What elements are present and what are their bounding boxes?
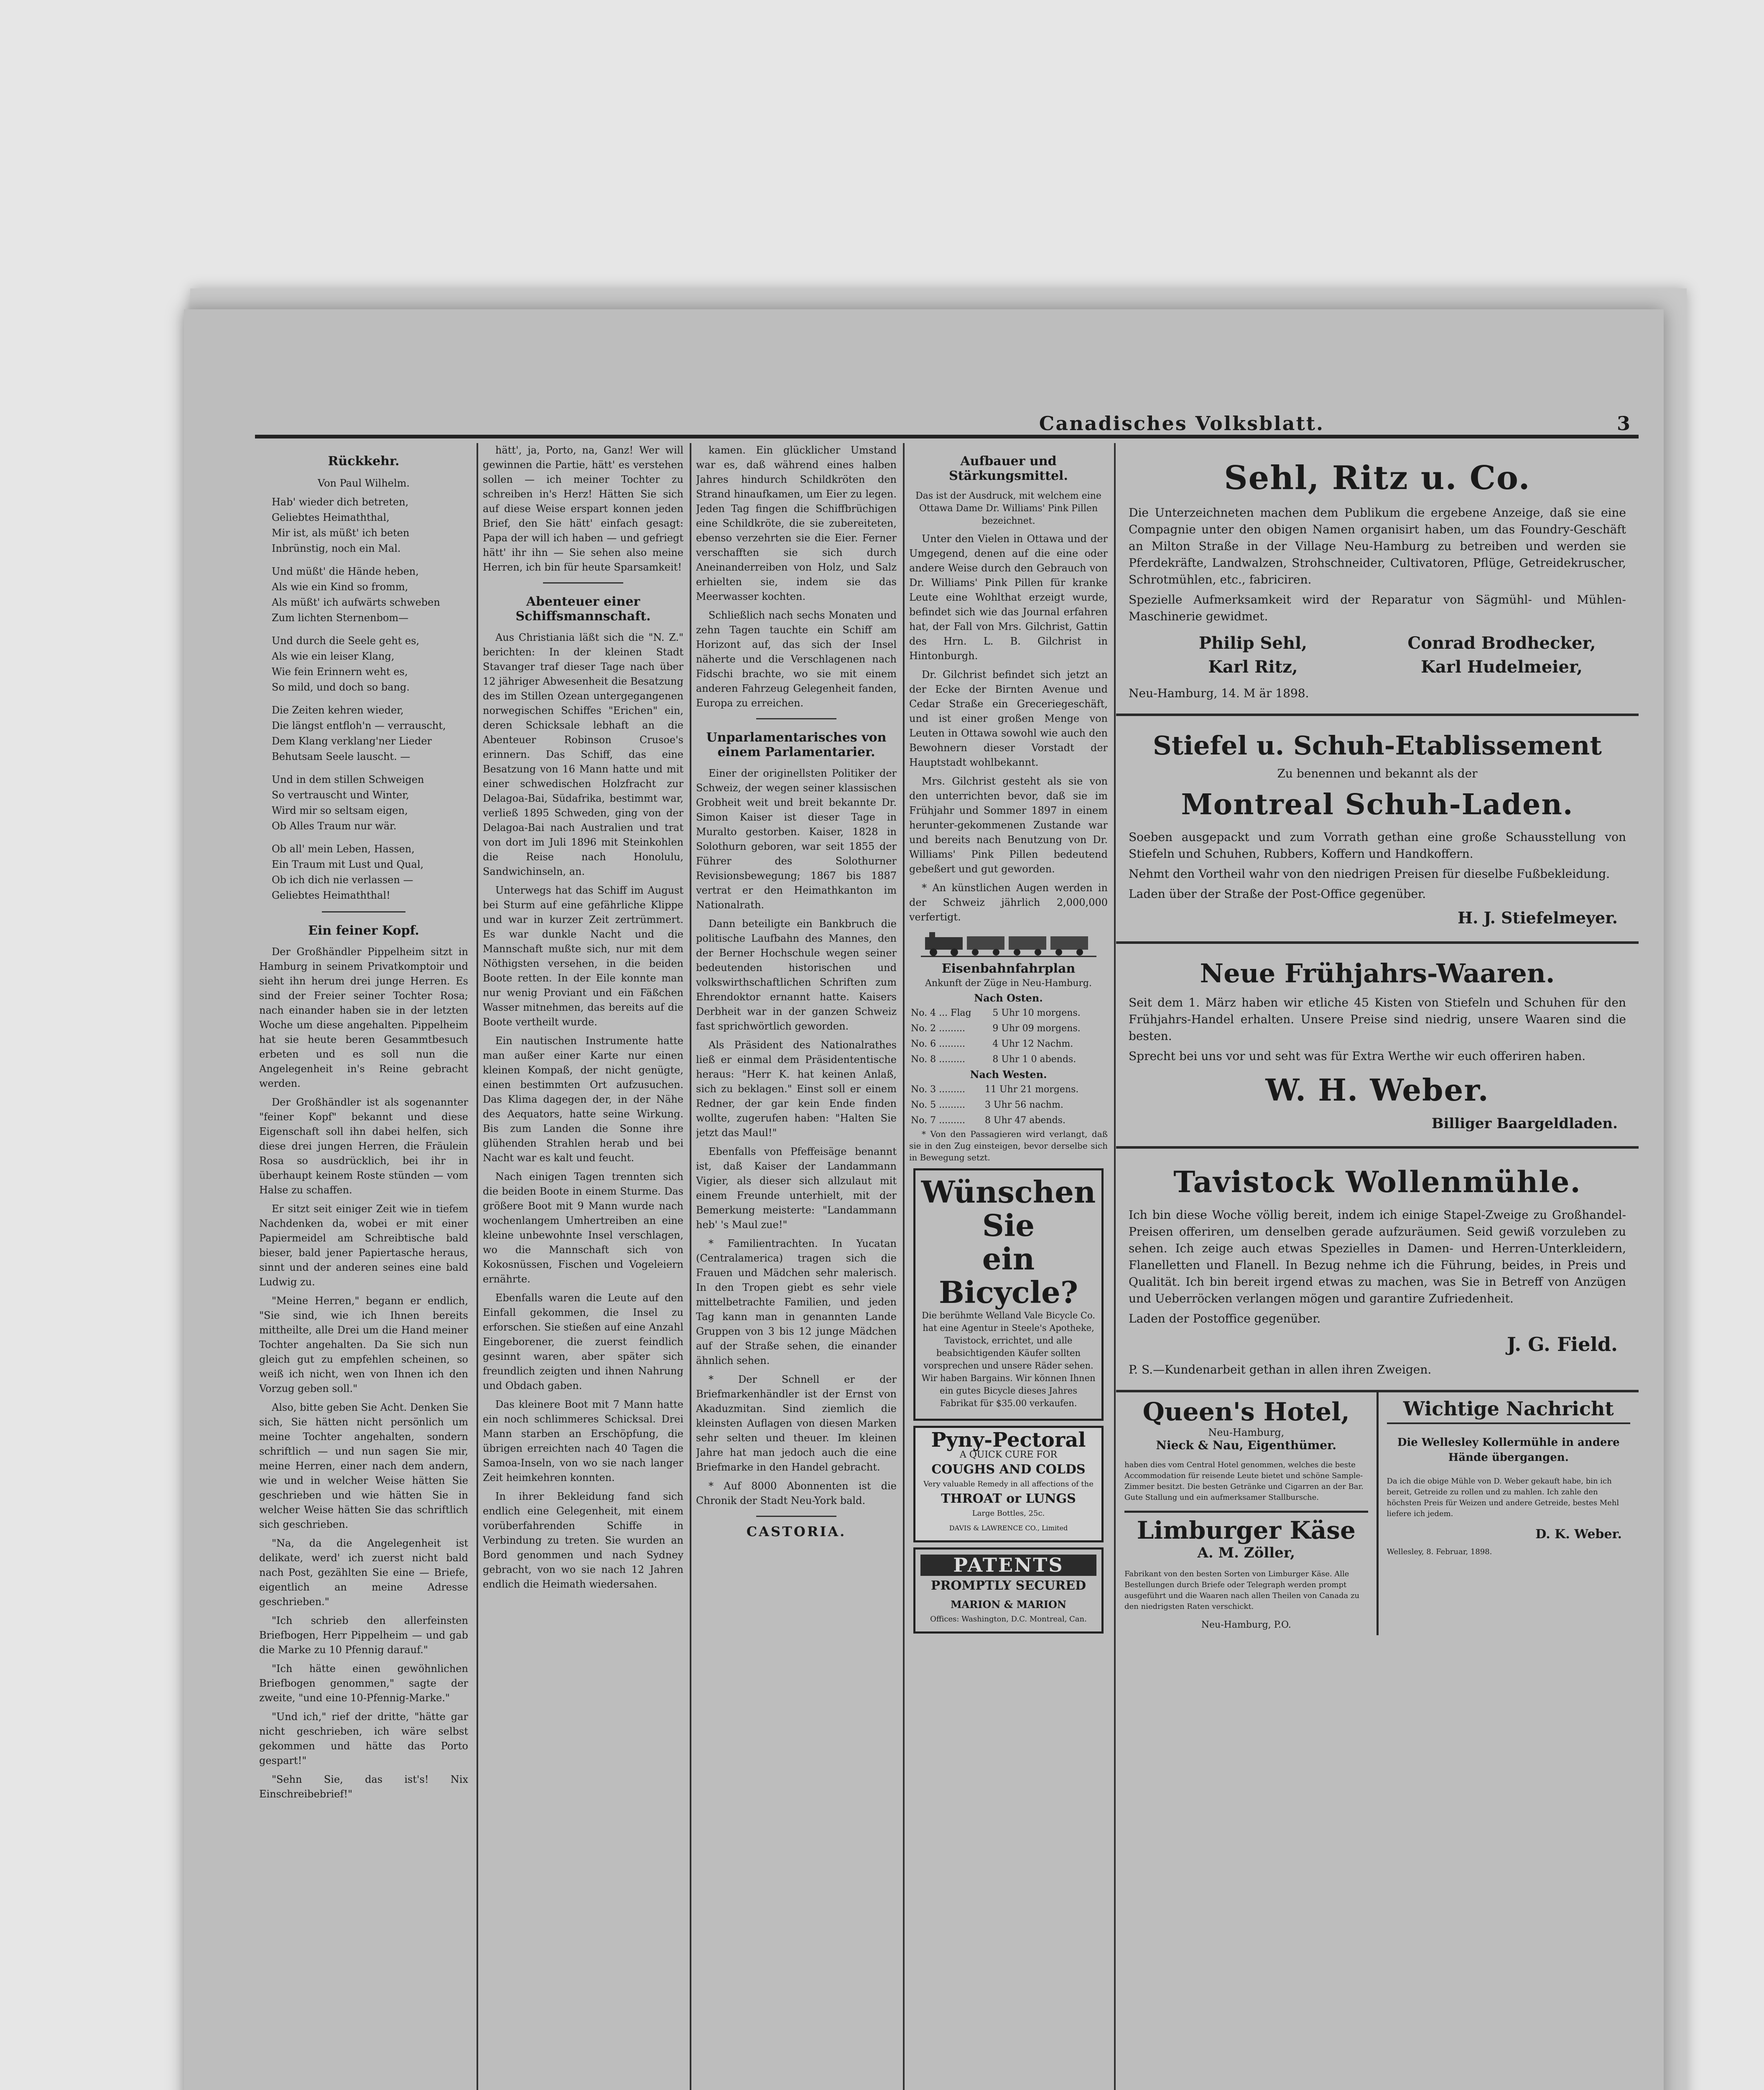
patents-title: PATENTS	[920, 1555, 1096, 1576]
verse-line: So mild, und doch so bang.	[272, 681, 410, 693]
pyny-pectoral-ad	[913, 1426, 1104, 1542]
ad-title: Neue Frühjahrs-Waaren.	[1200, 958, 1555, 989]
stanza	[259, 842, 468, 903]
ad-tavistock	[1116, 1149, 1639, 1392]
paragraph: Aus Christiania läßt sich die "N. Z." berichten: In der kleinen Stadt Stavanger traf dieser Tage nach über 12 jähriger Abwesenheit die Besatzung des im Stillen Ozean untergegangenen norwegischen Schiffes "Erichen" ein, deren Schicksale lebhaft an die Abenteuer Robinson Crusoe's erinnern. Das Schiff, das eine Besatzung von 16 Mann hatte und mit einer schwedischen Holzfracht zur Delagoa-Bai, Südafrika, bestimmt war, verließ 1895 Schweden, ging von der Delagoa-Bai nach Australien und trat von dort im Juli 1896 mit Steinkohlen die Reise nach Honolulu, Sandwichinseln, an.	[483, 632, 683, 877]
column-3	[696, 443, 897, 2090]
signatory: Karl Ritz,	[1208, 657, 1298, 677]
paragraph: Ein nautischen Instrumente hatte man außer einer Karte nur einen kleinen Kompaß, der nicht genügte, einen bestimmten Ort aufzusuchen. Das Klima dagegen der, in der Nähe des Aequators, hatte seine Wirkung. Bis zum Landen die Sonne ihre glühenden Strahlen herab und bei Nacht war es kalt und feucht.	[483, 1035, 683, 1164]
table-row	[909, 1052, 1108, 1067]
pyny-line: Very valuable Remedy in all affections of the	[923, 1480, 1094, 1488]
small-ads-row	[1116, 1392, 1639, 1635]
column-rule	[1114, 443, 1116, 2090]
table-cell: 11 Uhr 21 morgens.	[985, 1084, 1079, 1095]
ad-title: Stiefel u. Schuh-Etablissement	[1153, 730, 1602, 761]
verse-line: Inbrünstig, noch ein Mal.	[272, 543, 401, 554]
ad-text: Ich bin diese Woche völlig bereit, indem ich einige Stapel-Zweige zu Großhandel-Preisen offeriren, um denselben gerade aufzuräumen. Seid gewiß vorzuleben zu sehen. Ich zeige auch etwas Spezielles in Damen- und Herren-Unterkleidern, Flanelletten und Flanell. In Bezug nehme ich die Führung, beides, in Preis und Qualität. Ich bin bereit irgend etwas zu machen, was Sie in Betreff von Anzügen und Ueberröcken verlangen mögen und garantire Zufriedenheit.	[1129, 1208, 1626, 1305]
ad-stiefel	[1116, 716, 1639, 944]
ad-text: Die Unterzeichneten machen dem Publikum die ergebene Anzeige, daß sie eine Compagnie unter den obigen Namen organisirt haben, um das Foundry-Geschäft an Milton Straße in der Village Neu-Hamburg zu betreiben und werden sie Pferdekräfte, Landwalzen, Strohschneider, Cultivatoren, Pflüge, Getreidekruscher, Schrotmühlen, etc., fabriciren.	[1129, 506, 1626, 586]
table-cell: 5 Uhr 10 morgens.	[992, 1008, 1081, 1018]
bicycle-title: Wünschen Sie	[921, 1174, 1096, 1243]
paragraph: "Ich schrieb den allerfeinsten Briefbogen, Herr Pippelheim — und gab die Marke zu 10 Pfennig darauf."	[259, 1615, 468, 1656]
paragraph: Ebenfalls von Pfeffeisäge benannt ist, daß Kaiser der Landammann Vigier, als dieser sich allzulaut mit einem Freunde unterhielt, mit der Bemerkung meisterte: "Landammann heb' 's Maul zue!"	[696, 1146, 897, 1231]
ad-postscript: P. S.—Kundenarbeit gethan in allen ihren Zweigen.	[1129, 1363, 1432, 1376]
verse-line: Behutsam Seele lauscht. —	[272, 751, 410, 762]
paragraph: "Ich hätte einen gewöhnlichen Briefbogen genommen," sagte der zweite, "und eine 10-Pfennig-Marke."	[259, 1663, 468, 1704]
column-rule	[903, 443, 905, 2090]
story-title: Aufbauer und Stärkungsmittel.	[949, 454, 1068, 483]
verse-line: Als müßt' ich aufwärts schweben	[272, 596, 440, 608]
ad-signature: J. G. Field.	[1507, 1333, 1618, 1356]
paragraph: Der Großhändler ist als sogenannter "feiner Kopf" bekannt und diese Eigenschaft soll ihn dabei helfen, sich diese drei jungen Herren, die Fräulein Rosa so ausdrücklich, bei ihr in überhaupt keinem Roste stünden — vom Halse zu schaffen.	[259, 1096, 468, 1196]
signatory: Conrad Brodhecker,	[1407, 633, 1596, 653]
ad-text: Laden der Postoffice gegenüber.	[1129, 1312, 1321, 1325]
paragraph: "Sehn Sie, das ist's! Nix Einschreibebrief!"	[259, 1774, 468, 1800]
ad-owner: Nieck & Nau, Eigenthümer.	[1156, 1438, 1337, 1452]
ad-title: Limburger Käse	[1137, 1516, 1356, 1545]
verse-line: So vertrauscht und Winter,	[272, 789, 409, 801]
ad-text: Laden über der Straße der Post-Office gegenüber.	[1129, 887, 1426, 901]
ad-date: Wellesley, 8. Februar, 1898.	[1387, 1547, 1492, 1556]
timetable-east	[909, 1005, 1108, 1067]
verse-line: Und durch die Seele geht es,	[272, 635, 420, 647]
ad-text: Soeben ausgepackt und zum Vorrath gethan eine große Schausstellung von Stiefeln und Schuhen, Rubbers, Koffern und Handkoffern.	[1129, 830, 1626, 861]
verse-line: Ein Traum mit Lust und Qual,	[272, 859, 424, 870]
verse-line: Zum lichten Sternenbom—	[272, 612, 409, 624]
table-cell: 4 Uhr 12 Nachm.	[992, 1039, 1073, 1049]
page-header	[255, 410, 1639, 438]
advertisement-column	[1116, 443, 1639, 2090]
paragraph: Unterwegs hat das Schiff im August bei Sturm auf eine gefährliche Klippe und war in kurzer Zeit zertrümmert. Es war dunkle Nacht und die Mannschaft mußte sich, nur mit dem Nöthigsten versehen, in die beiden Boote retten. In der Eile konnte man nur wenig Proviant und ein Fäßchen Wasser mitnehmen, das bereits auf die Boote vertheilt wurde.	[483, 884, 683, 1028]
table-row	[909, 1021, 1108, 1036]
separator	[322, 911, 405, 912]
patents-offices: Offices: Washington, D.C. Montreal, Can.	[930, 1615, 1087, 1624]
timetable-note: * Von den Passagieren wird verlangt, daß sie in den Zug einsteigen, bevor derselbe sich in Bewegung setzt.	[909, 1129, 1108, 1162]
table-cell: 8 Uhr 47 abends.	[985, 1115, 1066, 1126]
stanza	[259, 772, 468, 833]
bicycle-ad	[913, 1168, 1104, 1421]
table-row	[909, 1082, 1108, 1097]
separator	[1124, 1511, 1368, 1513]
table-row	[909, 1113, 1108, 1128]
column-rule	[690, 443, 691, 2090]
ad-signatories	[1129, 633, 1626, 677]
castoria-ad: CASTORIA.	[746, 1524, 846, 1539]
patents-subtitle: PROMPTLY SECURED	[930, 1578, 1086, 1593]
poem-title: Rückkehr.	[328, 454, 400, 469]
table-row	[909, 1005, 1108, 1021]
paragraph: hätt', ja, Porto, na, Ganz! Wer will gewinnen die Partie, hätt' es verstehen sollen — ich meiner Tochter zu schreiben in's Herz! Hätten Sie sich auf diese Weise erspart konnen jeden Brief, den Sie hätt' einfach gesagt: Papa der will ich haben — und gefriegt hätt' ihr ihn — Sie sehen also meine Herren, ich bin für heute Sparsamkeit!	[483, 444, 683, 573]
ad-text: haben dies vom Central Hotel genommen, welches die beste Accommodation für reisende Leute bietet und schöne Sample-Zimmer besitzt. Die besten Getränke und Cigarren an der Bar. Gute Stallung und ein aufmerksamer Stallbursche.	[1124, 1460, 1364, 1502]
pyny-line: COUGHS AND COLDS	[931, 1462, 1086, 1477]
paragraph: Mrs. Gilchrist gesteht als sie von den unterrichten bevor, daß sie im Frühjahr und Sommer 1897 in einem herunter-gekommenen Zustande war und bereits nach Benutzung von Dr. Williams' Pink Pillen bedeutend gebeßert und gut geworden.	[909, 775, 1108, 875]
ad-date: Neu-Hamburg, 14. M är 1898.	[1129, 686, 1309, 700]
table-cell: No. 8 .........	[911, 1054, 966, 1065]
verse-line: Hab' wieder dich betreten,	[272, 496, 409, 508]
paragraph: Das kleinere Boot mit 7 Mann hatte ein noch schlimmeres Schicksal. Drei Mann starben an Erschöpfung, die übrigen erreichten nach 40 Tagen die Samoa-Inseln, von wo sie nach langer Zeit heimkehren konnten.	[483, 1399, 683, 1483]
table-cell: No. 2 .........	[911, 1023, 966, 1034]
story-title: Abenteuer einer Schiffsmannschaft.	[515, 594, 651, 624]
verse-line: Geliebtes Heimaththal,	[272, 512, 390, 523]
verse-line: Dem Klang verklang'ner Lieder	[272, 735, 432, 747]
table-cell: No. 6 .........	[911, 1039, 966, 1049]
timetable-title: Eisenbahnfahrplan	[941, 961, 1076, 976]
verse-line: Und müßt' die Hände heben,	[272, 566, 419, 577]
pyny-line: THROAT or LUNGS	[941, 1491, 1076, 1506]
stanza	[259, 564, 468, 625]
ad-signature: D. K. Weber.	[1535, 1527, 1622, 1542]
paragraph: Einer der originellsten Politiker der Schweiz, der wegen seiner klassischen Grobheit weit und breit bekannte Dr. Simon Kaiser ist dieser Tage in Muralto gestorben. Kaiser, 1828 in Solothurn geboren, war seit 1855 der Führer des Solothurner Revisionsbewegung; 1867 bis 1887 vertrat er den Heimathkanton im Nationalrath.	[696, 767, 897, 911]
ad-text: Seit dem 1. März haben wir etliche 45 Kisten von Stiefeln und Schuhen für den Frühjahrs-Handel erhalten. Unsere Preise sind niedrig, unsere Waaren sind die besten.	[1129, 996, 1626, 1043]
paragraph: * Der Schnell er der Briefmarkenhändler ist der Ernst von Akaduzmitan. Sind ziemlich die kleinsten Auflagen von diesen Marken sehr selten und theuer. Im kleinen Jahre hat man jedoch auch die eine Briefmarke in den Handel gebracht.	[696, 1374, 897, 1473]
ad-sehl-ritz	[1116, 443, 1639, 716]
verse-line: Als wie ein Kind so fromm,	[272, 581, 408, 593]
verse-line: Die Zeiten kehren wieder,	[272, 704, 404, 716]
paragraph: * Auf 8000 Abonnenten ist die Chronik der Stadt Neu-York bald.	[696, 1480, 897, 1506]
paragraph: Unter den Vielen in Ottawa und der Umgegend, denen auf die eine oder andere Weise durch den Gebrauch von Dr. Williams' Pink Pillen für kranke Leute eine Wohlthat erzeigt wurde, befindet sich wie das Journal erfahren hat, der Fall von Mrs. Gilchrist, Gattin des Hrn. L. B. Gilchrist in Hintonburgh.	[909, 533, 1108, 662]
pyny-line: Large Bottles, 25c.	[972, 1509, 1045, 1518]
poem-author: Von Paul Wilhelm.	[317, 477, 410, 489]
signatory: Karl Hudelmeier,	[1421, 657, 1583, 677]
paragraph: kamen. Ein glücklicher Umstand war es, daß während eines halben Jahres hindurch Schildkröten den Strand hinaufkamen, um Eier zu legen. Jeden Tag fingen die Schiffbrüchigen eine Schildkröte, die sie zubereiteten, ebenso verzehrten sie die Eier. Ferner verschafften sie sich durch Aneinanderreiben von Holz, und Salz erhielten sie, indem sie das Meerwasser kochten.	[696, 444, 897, 602]
ad-text: Fabrikant von den besten Sorten von Limburger Käse. Alle Bestellungen durch Briefe oder Telegraph werden prompt ausgeführt und die Waaren nach allen Theilen von Canada zu den niedrigsten Raten verschickt.	[1124, 1570, 1360, 1611]
patents-ad	[913, 1547, 1104, 1634]
pyny-line: DAVIS & LAWRENCE CO., Limited	[949, 1524, 1068, 1532]
story-title: Unparlamentarisches von einem Parlamentarier.	[706, 730, 887, 760]
paragraph: "Meine Herren," begann er endlich, "Sie sind, wie ich Ihnen bereits mittheilte, alle Drei um die Hand meiner Tochter angehalten. Da Sie sich nun gleich gut zu empfehlen scheinen, so weiß ich nicht, wen von Ihnen ich den Vorzug geben soll."	[259, 1295, 468, 1394]
paragraph: Als Präsident des Nationalrathes ließ er einmal dem Präsidententische heraus: "Herr K. hat keinen Anlaß, sich zu beklagen." Einst soll er einem Redner, der gar kein Ende finden wollte, zugerufen haben: "Halten Sie jetzt das Maul!"	[696, 1039, 897, 1139]
verse-line: Ob ich dich nie verlassen —	[272, 874, 413, 886]
ad-text: Da ich die obige Mühle von D. Weber gekauft habe, bin ich bereit, Getreide zu rollen und zu mahlen. Ich zahle den höchsten Preis für Weizen und andere Getreide, bestes Mehl liefere ich jedem.	[1387, 1477, 1619, 1518]
ad-title: Tavistock Wollenmühle.	[1173, 1165, 1581, 1199]
column-2	[483, 443, 683, 2090]
ad-title: Montreal Schuh-Laden.	[1181, 788, 1574, 821]
column-1	[259, 443, 468, 2090]
poem	[259, 495, 468, 903]
verse-line: Wird mir so seltsam eigen,	[272, 805, 408, 816]
paragraph: Der Großhändler Pippelheim sitzt in Hamburg in seinem Privatkomptoir und sieht ihn herum drei junge Herren. Es sind der Freier seiner Tochter Rosa; nach einander haben sie in der letzten Woche um diese angehalten. Pippelheim hat sie heute beren Gesammtbesuch erbeten und es soll nun die Angelegenheit in's Reine gebracht werden.	[259, 946, 468, 1089]
paragraph: Schließlich nach sechs Monaten und zehn Tagen tauchte ein Schiff am Horizont auf, das sich der Insel näherte und die Verschlagenen nach Fidschi brachte, wo sie mit einem anderen Fahrzeug Gelegenheit fanden, Europa zu erreichen.	[696, 609, 897, 709]
ad-weber	[1116, 944, 1639, 1149]
ad-text: Die Wellesley Kollermühle in andere Hände übergangen.	[1397, 1436, 1620, 1464]
bicycle-title: ein Bicycle?	[938, 1241, 1078, 1310]
paragraph: Dr. Gilchrist befindet sich jetzt an der Ecke der Birnten Avenue und Cedar Straße ein Greceriegeschäft, und ist einer großen Menge von Leuten in Ottawa sowohl wie auch den Bewohnern dieser Vorstadt der Hauptstadt wohlbekannt.	[909, 669, 1108, 768]
ad-signature: W. H. Weber.	[1265, 1072, 1489, 1108]
ad-tagline: Billiger Baargeldladen.	[1431, 1115, 1618, 1132]
pyny-line: A QUICK CURE FOR	[959, 1450, 1058, 1460]
paragraph: "Na, da die Angelegenheit ist delikate, werd' ich zuerst nicht bald nach Post, gezählten Sie eine — Briefe, eigentlich an meine Adresse geschrieben."	[259, 1537, 468, 1608]
verse-line: Wie fein Erinnern weht es,	[272, 666, 408, 678]
table-cell: No. 7 .........	[911, 1115, 966, 1126]
paper-title: Canadisches Volksblatt.	[1039, 412, 1324, 435]
ad-title: Queen's Hotel,	[1142, 1397, 1350, 1427]
ad-owner: A. M. Zöller,	[1197, 1545, 1295, 1561]
ad-title: Wichtige Nachricht	[1387, 1397, 1631, 1424]
paragraph: * Familientrachten. In Yucatan (Centralamerica) tragen sich die Frauen und Mädchen sehr malerisch. In den Tropen giebt es sehr viele mittelbetrachte Familien, und jeden Tag kann man in genannten Lande Gruppen von 3 bis 12 junge Mädchen auf der Straße sehen, die einander ähnlich sehen.	[696, 1238, 897, 1366]
ad-wichtige	[1379, 1392, 1639, 1635]
ad-place: Neu-Hamburg,	[1208, 1427, 1285, 1438]
ad-signature: H. J. Stiefelmeyer.	[1458, 908, 1618, 927]
table-cell: 9 Uhr 09 morgens.	[992, 1023, 1081, 1034]
table-cell: 8 Uhr 1 0 abends.	[992, 1054, 1076, 1065]
timetable-east-header: Nach Osten.	[974, 992, 1043, 1004]
ad-text: Sprecht bei uns vor und seht was für Extra Werthe wir euch offeriren haben.	[1129, 1049, 1586, 1063]
paragraph: In ihrer Bekleidung fand sich endlich eine Gelegenheit, mit einem vorüberfahrenden Schiffe in Verbindung zu treten. Sie wurden an Bord genommen und nach Sydney gebracht, von wo sie nach 12 Jahren endlich die Heimath wiedersahen.	[483, 1491, 683, 1590]
separator	[756, 718, 836, 719]
verse-line: Die längst entfloh'n — verrauscht,	[272, 720, 446, 732]
column-4	[909, 443, 1108, 2090]
timetable-west-header: Nach Westen.	[970, 1068, 1047, 1081]
ad-text: Nehmt den Vortheil wahr von den niedrigen Preisen für dieselbe Fußbekleidung.	[1129, 867, 1610, 881]
ad-text: Spezielle Aufmerksamkeit wird der Reparatur von Sägmühl- und Mühlen-Maschinerie gewidmet.	[1129, 593, 1626, 623]
paragraph: Dann beteiligte ein Bankbruch die politische Laufbahn des Mannes, den der Berner Hochschule wegen seiner bedeutenden historischen und volkswirthschaftlichen Schriften zum Ehrendoktor ernannt hatte. Kaisers Derbheit war in der ganzen Schweiz fast sprichwörtlich geworden.	[696, 918, 897, 1032]
table-cell: No. 4 ... Flag	[911, 1008, 971, 1018]
stanza	[259, 495, 468, 556]
paragraph: "Und ich," rief der dritte, "hätte gar nicht geschrieben, ich wäre selbst gekommen und hätte das Porto gespart!"	[259, 1711, 468, 1766]
verse-line: Mir ist, als müßt' ich beten	[272, 527, 410, 539]
table-cell: No. 3 .........	[911, 1084, 966, 1095]
ad-queens-limburger	[1116, 1392, 1379, 1635]
table-cell: No. 5 .........	[911, 1100, 966, 1110]
story-title: Ein feiner Kopf.	[308, 923, 419, 938]
bicycle-text: Die berühmte Welland Vale Bicycle Co. hat eine Agentur in Steele's Apotheke, Tavistock, errichtet, und alle beabsichtigenden Käufer sollten vorsprechen und unsere Räder sehen. Wir haben Bargains. Wir können Ihnen ein gutes Bicycle dieses Jahres Fabrikat für $35.00 verkaufen.	[921, 1310, 1096, 1408]
paragraph: * An künstlichen Augen werden in der Schweiz jährlich 2,000,000 verfertigt.	[909, 882, 1108, 923]
verse-line: Geliebtes Heimaththal!	[272, 890, 390, 901]
table-row	[909, 1097, 1108, 1113]
intro-text: Das ist der Ausdruck, mit welchem eine Ottawa Dame Dr. Williams' Pink Pillen bezeichnet.	[915, 491, 1101, 526]
paragraph: Nach einigen Tagen trennten sich die beiden Boote in einem Sturme. Das größere Boot mit 9 Mann wurde nach wochenlangem Umhertreiben an eine kleine unbewohnte Insel verschlagen, wo die Mannschaft sich von Kokosnüssen, Fischen und Vogeleiern ernährte.	[483, 1171, 683, 1285]
railway-timetable	[909, 929, 1108, 1163]
pyny-title: Pyny-Pectoral	[931, 1428, 1086, 1452]
verse-line: Als wie ein leiser Klang,	[272, 650, 395, 662]
timetable-subtitle: Ankunft der Züge in Neu-Hamburg.	[925, 978, 1092, 989]
signatory: Philip Sehl,	[1198, 633, 1308, 653]
newspaper-page	[184, 309, 1664, 2090]
table-row	[909, 1036, 1108, 1052]
stanza	[259, 634, 468, 695]
verse-line: Und in dem stillen Schweigen	[272, 774, 424, 785]
separator	[543, 582, 623, 584]
table-cell: 3 Uhr 56 nachm.	[985, 1100, 1063, 1110]
ad-title: Sehl, Ritz u. Co.	[1224, 459, 1531, 497]
paragraph: Er sitzt seit einiger Zeit wie in tiefem Nachdenken da, wobei er mit einer Papiermeidel am Schreibtische bald bieser, bald jener Papiertasche heraus, sinnt und der anderen seines eine bald Ludwig zu.	[259, 1203, 468, 1288]
paragraph: Also, bitte geben Sie Acht. Denken Sie sich, Sie hätten nicht persönlich um meine Tochter angehalten, sondern schriftlich — und nun sagen Sie mir, meine Herren, einer nach dem andern, wie und in welcher Weise hätten Sie geschrieben und wie hätten Sie in welcher Weise hätten Sie das schriftlich sich geschrieben.	[259, 1402, 468, 1530]
ad-place: Neu-Hamburg, P.O.	[1201, 1620, 1291, 1630]
column-rule	[477, 443, 478, 2090]
train-icon	[921, 929, 1096, 958]
verse-line: Ob Alles Traum nur wär.	[272, 820, 397, 832]
verse-line: Ob all' mein Leben, Hassen,	[272, 843, 415, 855]
timetable-west	[909, 1082, 1108, 1128]
stanza	[259, 703, 468, 764]
paragraph: Ebenfalls waren die Leute auf den Einfall gekommen, die Insel zu erforschen. Sie stießen auf eine Anzahl Eingeborener, die zuerst feindlich gesinnt waren, aber später sich freundlich zeigten und ihnen Nahrung und Obdach gaben.	[483, 1292, 683, 1392]
ad-subtitle: Zu benennen und bekannt als der	[1277, 767, 1478, 780]
separator	[756, 1516, 836, 1517]
page-number: 3	[1616, 412, 1630, 435]
patents-firm: MARION & MARION	[951, 1598, 1066, 1611]
